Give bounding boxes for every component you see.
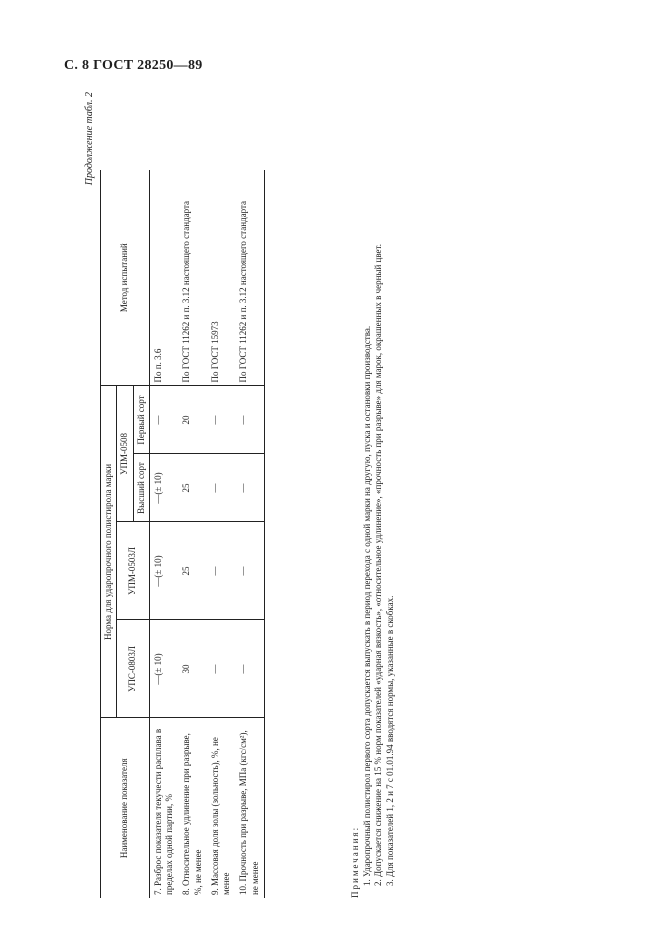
notes-title: Примечания: — [350, 825, 360, 898]
rotated-page — [84, 88, 414, 898]
row-value-ups: —(± 10) — [149, 620, 178, 718]
row-value-first-grade: 20 — [178, 386, 207, 454]
header-test-method: Метод испытаний — [101, 170, 150, 386]
row-value-top-grade: —(± 10) — [149, 454, 178, 522]
row-value-upm0503: 25 — [178, 522, 207, 620]
row-indicator-name: 9. Массовая доля золы (зольность), %, не менее — [207, 718, 236, 898]
header-top-grade: Высший сорт — [133, 454, 149, 522]
row-value-top-grade: 25 — [178, 454, 207, 522]
row-value-upm0503: —(± 10) — [149, 522, 178, 620]
table-row — [235, 170, 264, 898]
header-norm: Норма для ударопрочного полистирола марки — [101, 386, 117, 718]
notes-block — [350, 118, 397, 898]
row-value-first-grade: — — [207, 386, 236, 454]
row-value-ups: 30 — [178, 620, 207, 718]
row-test-method: По п. 3.6 — [152, 348, 163, 383]
row-value-first-grade: — — [235, 386, 264, 454]
row-value-first-grade: — — [149, 386, 178, 454]
row-test-method: По ГОСТ 11262 и п. 3.12 настоящего стандарта — [235, 170, 264, 386]
header-first-grade: Первый сорт — [133, 386, 149, 454]
row-value-upm0503: — — [235, 522, 264, 620]
row-indicator-name: 10. Прочность при разрыве, МПа (кгс/см²), не менее — [235, 718, 264, 898]
rotated-content — [84, 88, 414, 898]
row-value-top-grade: — — [207, 454, 236, 522]
row-indicator-name: 7. Разброс показателя текучести расплава в пределах одной партии, % — [149, 718, 178, 898]
row-test-method: По ГОСТ 11262 и п. 3.12 настоящего стандарта — [181, 200, 192, 383]
row-test-method: По ГОСТ 15973 — [209, 321, 220, 383]
row-value-top-grade: — — [235, 454, 264, 522]
table-row — [207, 170, 236, 898]
row-value-ups: — — [207, 620, 236, 718]
page-header: С. 8 ГОСТ 28250—89 — [64, 58, 203, 73]
row-value-ups: — — [235, 620, 264, 718]
note-item: 3. Для показателей 1, 2 и 7 с 01.01.94 вводятся нормы, указанные в скобках. — [385, 595, 396, 886]
table-continuation-label: Продолжение табл. 2 — [84, 92, 95, 186]
row-indicator-name: 8. Относительное удлинение при разрыве, %, не менее — [178, 718, 207, 898]
table-row — [178, 170, 207, 898]
header-upm-0508: УПМ-0508 — [117, 386, 133, 522]
table-row — [149, 170, 178, 898]
row-value-upm0503: — — [207, 522, 236, 620]
note-item: 2. Допускается снижение на 15 % норм показателей «ударная вязкость», «относительное удлинение», «прочность при разрыве» для марок, окрашенных в черный цвет. — [373, 243, 384, 886]
note-item: 1. Ударопрочный полистирол первого сорта допускается выпускать в период перехода с одной марки на другую, пуска и остановки производства. — [361, 325, 372, 886]
header-indicator-name: Наименование показателя — [101, 718, 150, 898]
header-upm-0503l: УПМ-0503Л — [117, 522, 150, 620]
specification-table — [100, 170, 265, 898]
header-ups-0803l: УПС-0803Л — [117, 620, 150, 718]
